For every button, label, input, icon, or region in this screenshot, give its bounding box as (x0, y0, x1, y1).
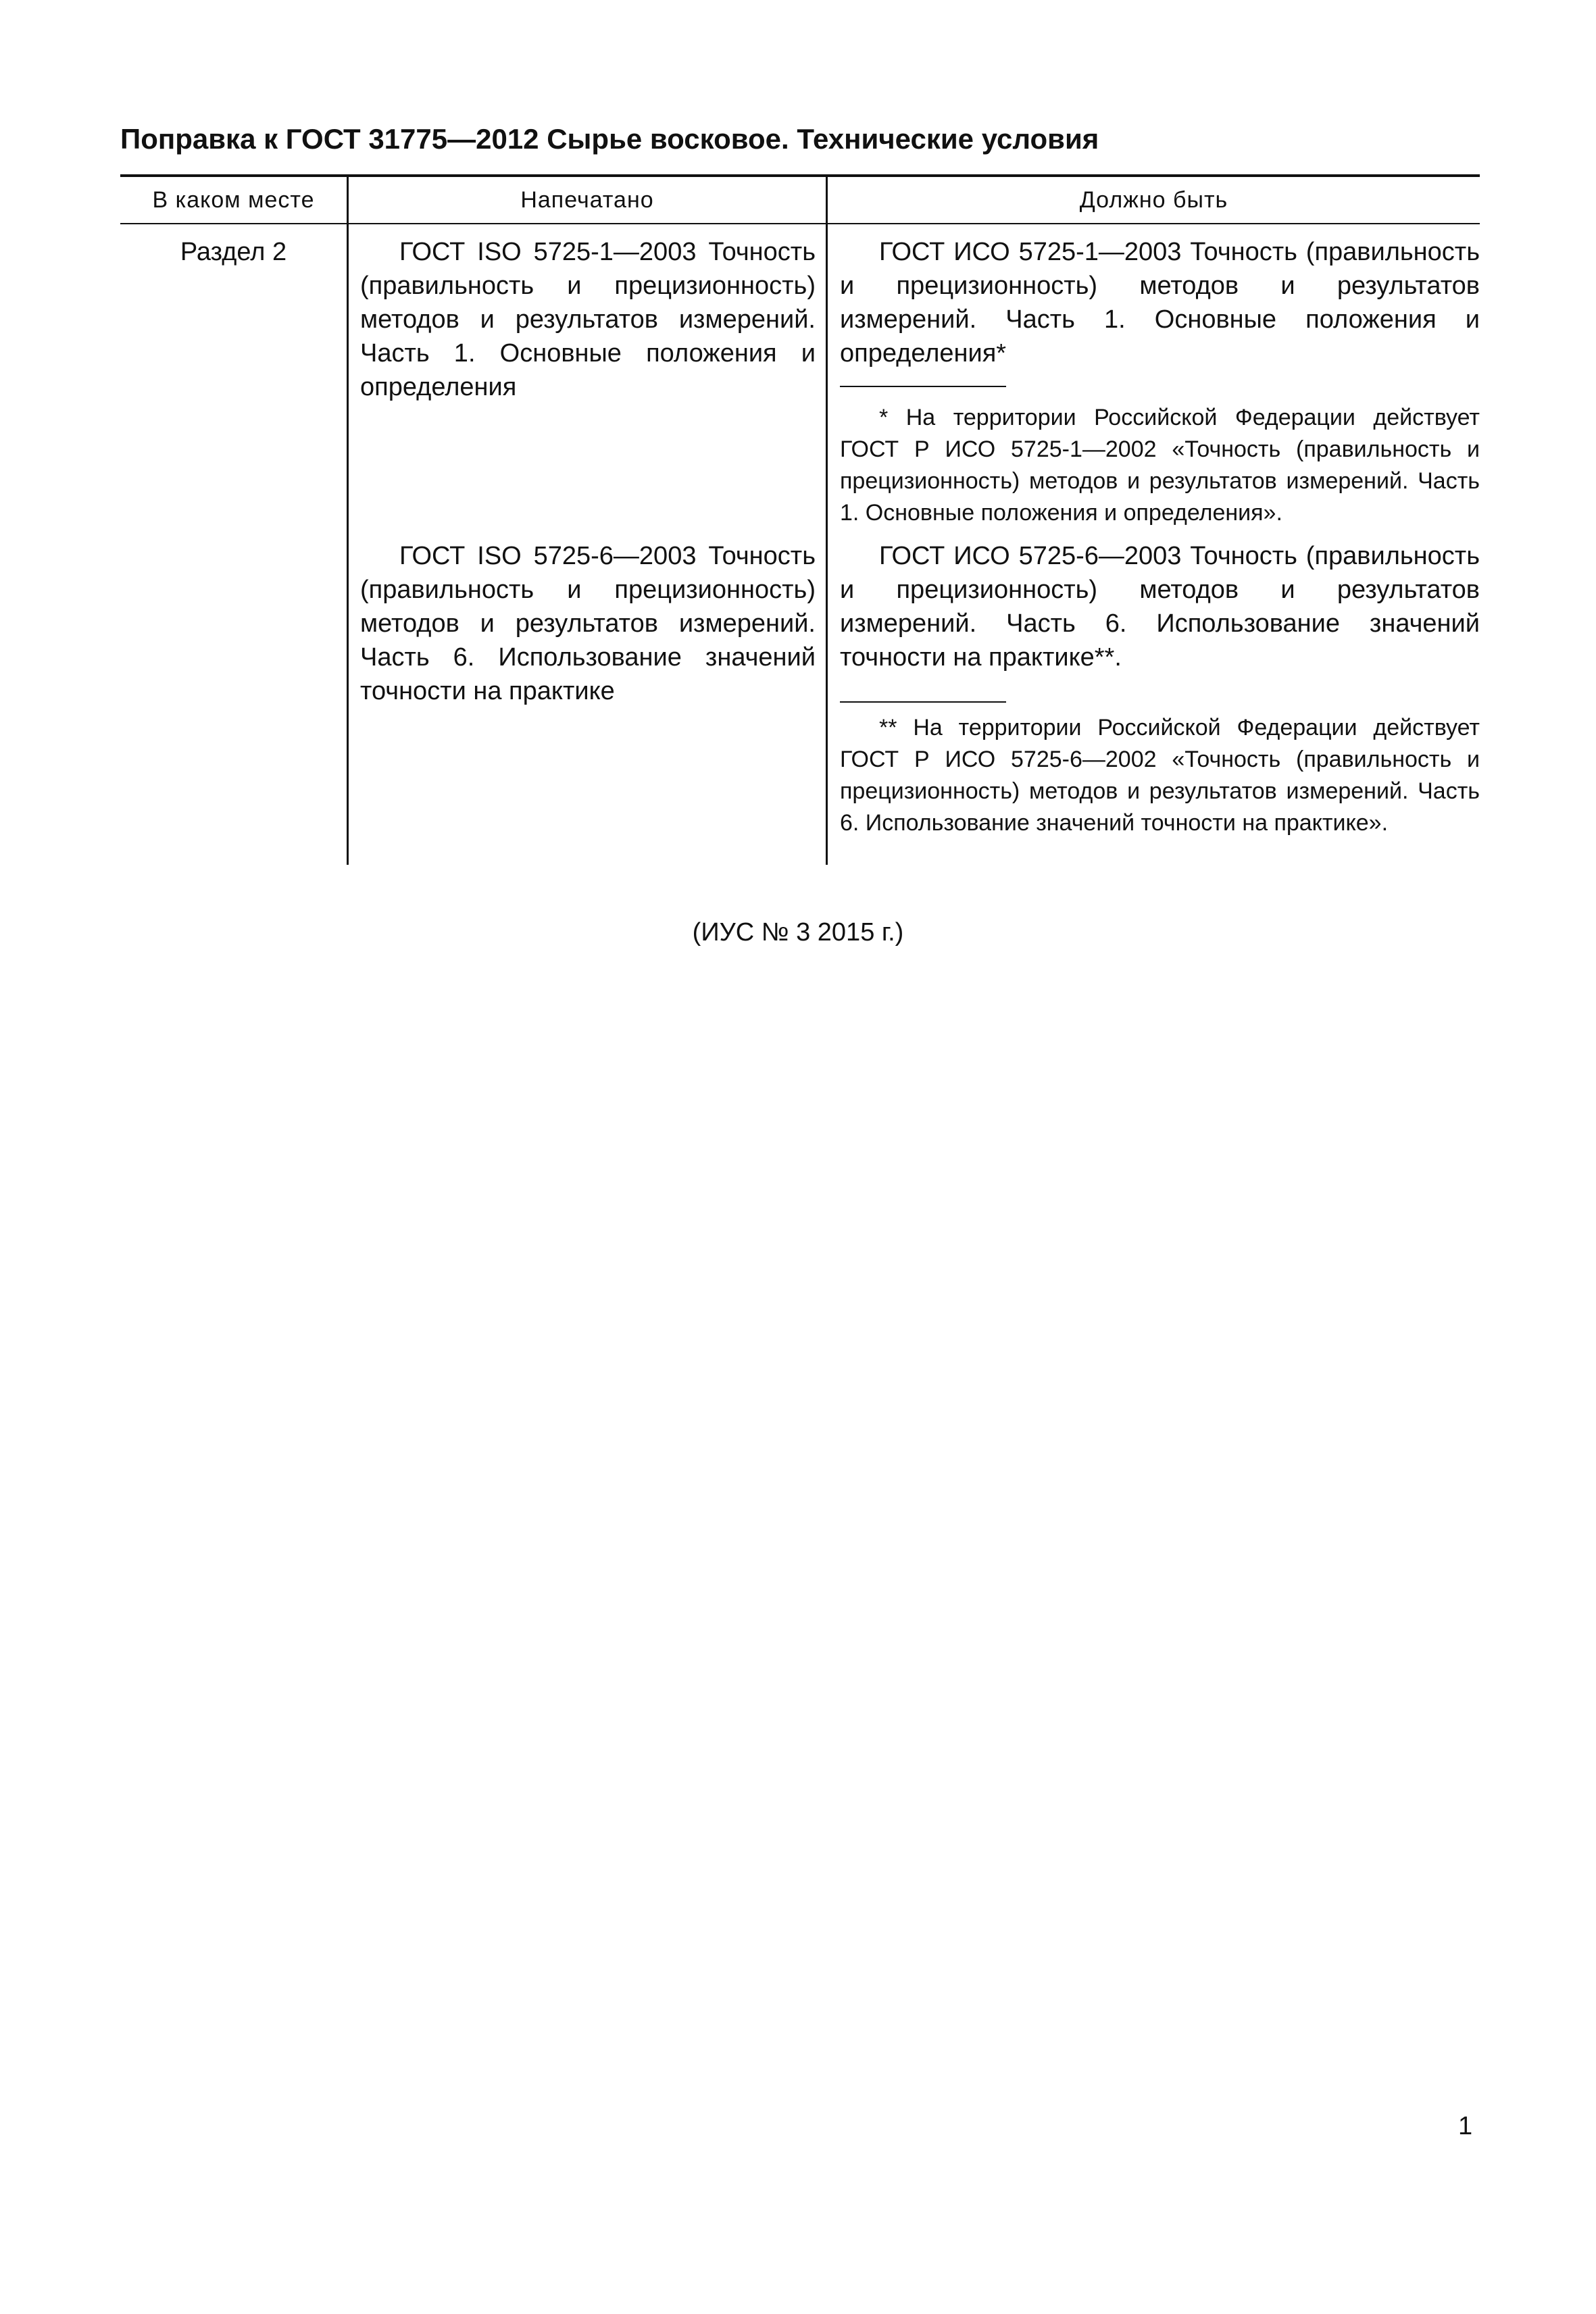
should-be-text-row-1: ГОСТ ИСО 5725-1—2003 Точность (правильность и прецизионность) методов и результатов измерений. Часть 1. Основные положения и определения* (840, 238, 1480, 368)
footnote-separator-1 (840, 386, 1006, 387)
document-title: Поправка к ГОСТ 31775—2012 Сырье восковое. Технические условия (120, 123, 1099, 155)
footnote-2: ** На территории Российской Федерации действует ГОСТ Р ИСО 5725-6—2002 «Точность (правильность и прецизионность) методов и результатов измерений. Часть 6. Использование значений точности на практике». (840, 715, 1480, 836)
ius-reference: (ИУС № 3 2015 г.) (692, 918, 904, 947)
printed-text-row-2: ГОСТ ISO 5725-6—2003 Точность (правильность и прецизионность) методов и результатов измерений. Часть 6. Использование значений точности на практике (360, 542, 816, 705)
table-header-rule (120, 223, 1480, 224)
section-label: Раздел 2 (180, 238, 287, 266)
column-header-should-be: Должно быть (1079, 186, 1228, 213)
printed-text-row-1: ГОСТ ISO 5725-1—2003 Точность (правильность и прецизионность) методов и результатов измерений. Часть 1. Основные положения и определения (360, 238, 816, 401)
footnote-separator-2 (840, 701, 1006, 703)
column-header-location: В каком месте (152, 186, 315, 213)
column-divider-1 (347, 224, 349, 865)
column-divider-2 (826, 224, 828, 865)
column-header-printed: Напечатано (520, 186, 654, 213)
should-be-text-row-2: ГОСТ ИСО 5725-6—2003 Точность (правильность и прецизионность) методов и результатов измерений. Часть 6. Использование значений точности на практике**. (840, 542, 1480, 672)
footnote-1: * На территории Российской Федерации действует ГОСТ Р ИСО 5725-1—2002 «Точность (правильность и прецизионность) методов и результатов измерений. Часть 1. Основные положения и определения». (840, 405, 1480, 526)
page-number: 1 (1458, 2112, 1473, 2140)
